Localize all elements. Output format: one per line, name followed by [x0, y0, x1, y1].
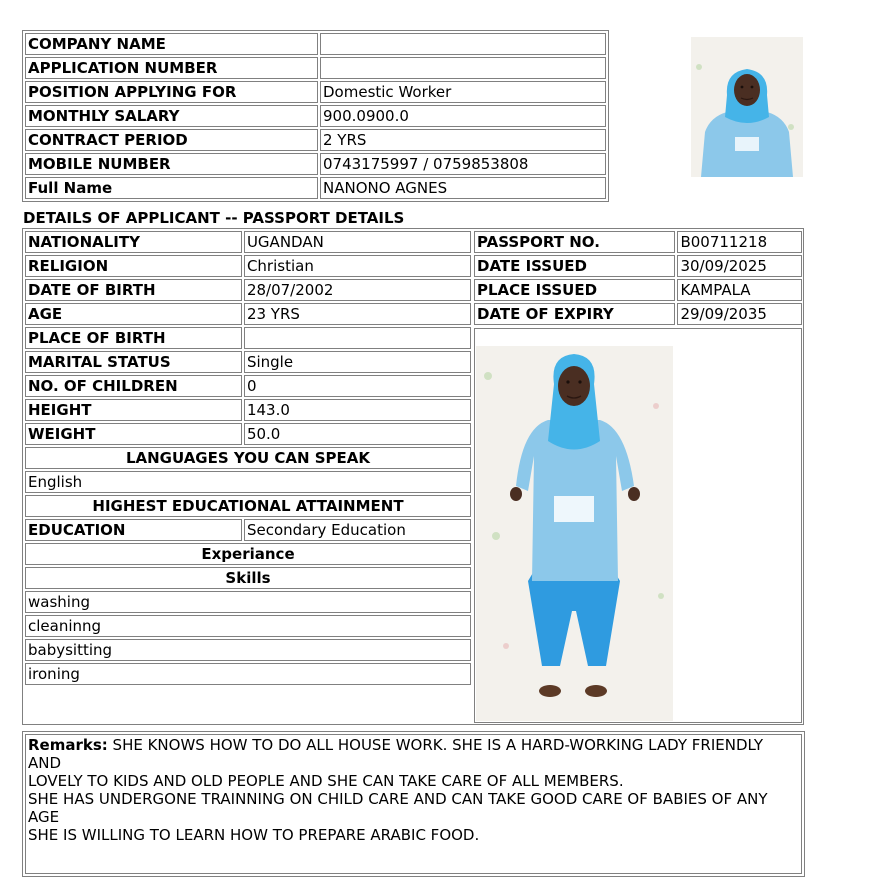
education-header: HIGHEST EDUCATIONAL ATTAINMENT: [25, 495, 471, 517]
portrait-illustration: [691, 37, 803, 177]
table-row: [474, 303, 802, 325]
table-row: [25, 591, 471, 613]
table-row: [25, 447, 471, 469]
nationality-label: NATIONALITY: [25, 231, 242, 253]
full-name-label: Full Name: [25, 177, 318, 199]
remarks-line: SHE IS WILLING TO LEARN HOW TO PREPARE ARABIC FOOD.: [28, 826, 480, 844]
remarks-line: AGE: [28, 808, 60, 826]
date-issued-label: DATE ISSUED: [474, 255, 675, 277]
remarks-label: Remarks:: [28, 736, 108, 754]
place-of-birth-label: PLACE OF BIRTH: [25, 327, 242, 349]
table-row: [25, 639, 471, 661]
remarks-line: [28, 736, 799, 754]
dob-value: 28/07/2002: [244, 279, 471, 301]
contract-period-label: CONTRACT PERIOD: [25, 129, 318, 151]
children-label: NO. OF CHILDREN: [25, 375, 242, 397]
place-issued-value: KAMPALA: [677, 279, 802, 301]
language-item: English: [25, 471, 471, 493]
position-label: POSITION APPLYING FOR: [25, 81, 318, 103]
full-name-value: NANONO AGNES: [320, 177, 606, 199]
mobile-number-value: 0743175997 / 0759853808: [320, 153, 606, 175]
date-of-expiry-label: DATE OF EXPIRY: [474, 303, 675, 325]
height-label: HEIGHT: [25, 399, 242, 421]
skill-item: babysitting: [25, 639, 471, 661]
religion-label: RELIGION: [25, 255, 242, 277]
table-row: [25, 327, 471, 349]
weight-label: WEIGHT: [25, 423, 242, 445]
table-row: [25, 495, 471, 517]
position-value: Domestic Worker: [320, 81, 606, 103]
table-row: [25, 519, 471, 541]
remarks-line: SHE HAS UNDERGONE TRAINNING ON CHILD CARE AND CAN TAKE GOOD CARE OF BABIES OF ANY: [28, 790, 768, 808]
dob-label: DATE OF BIRTH: [25, 279, 242, 301]
table-row: [25, 231, 471, 253]
religion-value: Christian: [244, 255, 471, 277]
full-body-illustration: [476, 346, 673, 721]
skill-item: ironing: [25, 663, 471, 685]
remarks-text: SHE KNOWS HOW TO DO ALL HOUSE WORK. SHE IS A HARD-WORKING LADY FRIENDLY: [107, 736, 764, 754]
remarks-line: LOVELY TO KIDS AND OLD PEOPLE AND SHE CAN TAKE CARE OF ALL MEMBERS.: [28, 772, 624, 790]
table-row: [25, 543, 471, 565]
company-name-value: [320, 33, 606, 55]
contract-period-value: 2 YRS: [320, 129, 606, 151]
table-row: [25, 351, 471, 373]
application-number-value: [320, 57, 606, 79]
table-row: [25, 279, 471, 301]
table-row: [25, 105, 606, 127]
table-row: [474, 231, 802, 253]
passport-details-table: [472, 229, 804, 327]
table-row: [25, 471, 471, 493]
skills-header: Skills: [25, 567, 471, 589]
company-name-label: COMPANY NAME: [25, 33, 318, 55]
applicant-full-body-photo: [476, 346, 673, 721]
remarks-line: AND: [28, 754, 62, 772]
table-row: [25, 663, 471, 685]
table-row: [25, 375, 471, 397]
skill-item: washing: [25, 591, 471, 613]
table-row: [474, 255, 802, 277]
application-summary-table: [22, 30, 609, 202]
remarks-box: [22, 731, 805, 877]
salary-label: MONTHLY SALARY: [25, 105, 318, 127]
table-row: [25, 303, 471, 325]
table-row: [25, 255, 471, 277]
date-issued-value: 30/09/2025: [677, 255, 802, 277]
place-of-birth-value: [244, 327, 471, 349]
languages-header: LANGUAGES YOU CAN SPEAK: [25, 447, 471, 469]
height-value: 143.0: [244, 399, 471, 421]
education-value: Secondary Education: [244, 519, 471, 541]
marital-status-value: Single: [244, 351, 471, 373]
table-row: [25, 129, 606, 151]
date-of-expiry-value: 29/09/2035: [677, 303, 802, 325]
age-label: AGE: [25, 303, 242, 325]
table-row: [25, 399, 471, 421]
section-title: DETAILS OF APPLICANT -- PASSPORT DETAILS: [23, 209, 405, 227]
remarks-content: [25, 734, 802, 874]
experience-header: Experiance: [25, 543, 471, 565]
table-row: [25, 33, 606, 55]
applicant-details-table: [23, 229, 473, 687]
education-label: EDUCATION: [25, 519, 242, 541]
place-issued-label: PLACE ISSUED: [474, 279, 675, 301]
passport-number-value: B00711218: [677, 231, 802, 253]
mobile-number-label: MOBILE NUMBER: [25, 153, 318, 175]
children-value: 0: [244, 375, 471, 397]
salary-value: 900.0900.0: [320, 105, 606, 127]
skill-item: cleaninng: [25, 615, 471, 637]
application-number-label: APPLICATION NUMBER: [25, 57, 318, 79]
weight-value: 50.0: [244, 423, 471, 445]
age-value: 23 YRS: [244, 303, 471, 325]
table-row: [25, 81, 606, 103]
table-row: [25, 177, 606, 199]
table-row: [25, 567, 471, 589]
table-row: [25, 423, 471, 445]
table-row: [25, 57, 606, 79]
table-row: [25, 153, 606, 175]
marital-status-label: MARITAL STATUS: [25, 351, 242, 373]
table-row: [25, 615, 471, 637]
table-row: [474, 279, 802, 301]
applicant-portrait-photo: [691, 37, 803, 177]
passport-number-label: PASSPORT NO.: [474, 231, 675, 253]
nationality-value: UGANDAN: [244, 231, 471, 253]
